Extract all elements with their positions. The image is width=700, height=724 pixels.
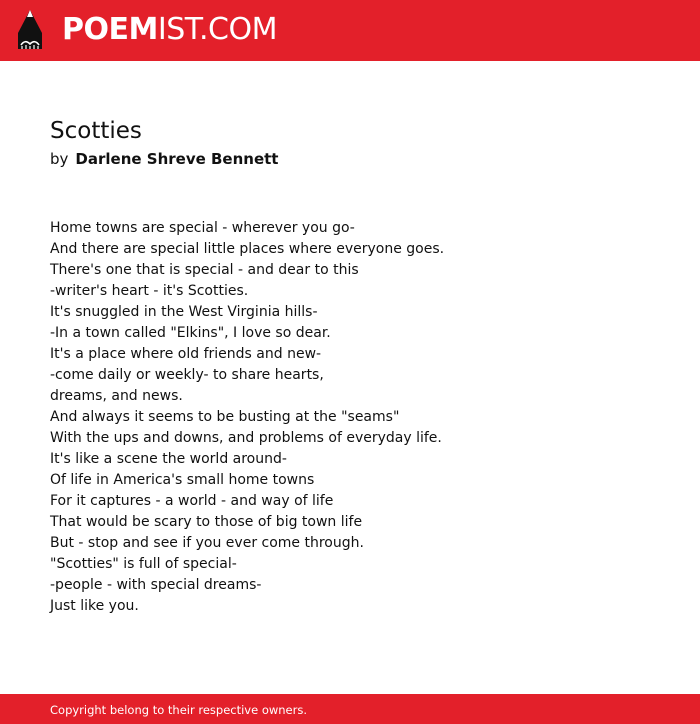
poem-line: And always it seems to be busting at the "seams" xyxy=(50,409,400,425)
poem-line: That would be scary to those of big town life xyxy=(50,514,363,530)
poem-line: And there are special little places where everyone goes. xyxy=(50,241,445,257)
by-label: by xyxy=(50,150,69,168)
byline xyxy=(50,148,278,170)
poem-line: There's one that is special - and dear to this xyxy=(50,262,359,278)
brand-bold: POEM xyxy=(62,12,158,47)
poem-line: Just like you. xyxy=(50,598,139,614)
poem-line: -In a town called "Elkins", I love so dear. xyxy=(50,325,331,341)
site-logo-text[interactable] xyxy=(62,12,277,48)
poem-line: -writer's heart - it's Scotties. xyxy=(50,283,249,299)
poem-line: dreams, and news. xyxy=(50,388,183,404)
poem-body xyxy=(50,218,650,617)
poem-line: For it captures - a world - and way of life xyxy=(50,493,334,509)
poem-line: It's like a scene the world around- xyxy=(50,451,287,467)
brand-light: IST.COM xyxy=(157,12,277,47)
site-footer xyxy=(0,694,700,724)
copyright-text: Copyright belong to their respective owners. xyxy=(50,703,308,717)
poem-line: Home towns are special - wherever you go- xyxy=(50,220,355,236)
poem-line: -come daily or weekly- to share hearts, xyxy=(50,367,324,383)
poem-title: Scotties xyxy=(50,118,142,144)
poem-line: It's snuggled in the West Virginia hills- xyxy=(50,304,318,320)
site-header xyxy=(0,0,700,61)
poem-line: But - stop and see if you ever come through. xyxy=(50,535,364,551)
poem-line: "Scotties" is full of special- xyxy=(50,556,237,572)
poem-line: -people - with special dreams- xyxy=(50,577,262,593)
author-name[interactable]: Darlene Shreve Bennett xyxy=(75,150,279,168)
poem-line: Of life in America's small home towns xyxy=(50,472,315,488)
pencil-tip-icon[interactable] xyxy=(16,9,44,52)
poem-line: With the ups and downs, and problems of everyday life. xyxy=(50,430,442,446)
poem-line: It's a place where old friends and new- xyxy=(50,346,322,362)
